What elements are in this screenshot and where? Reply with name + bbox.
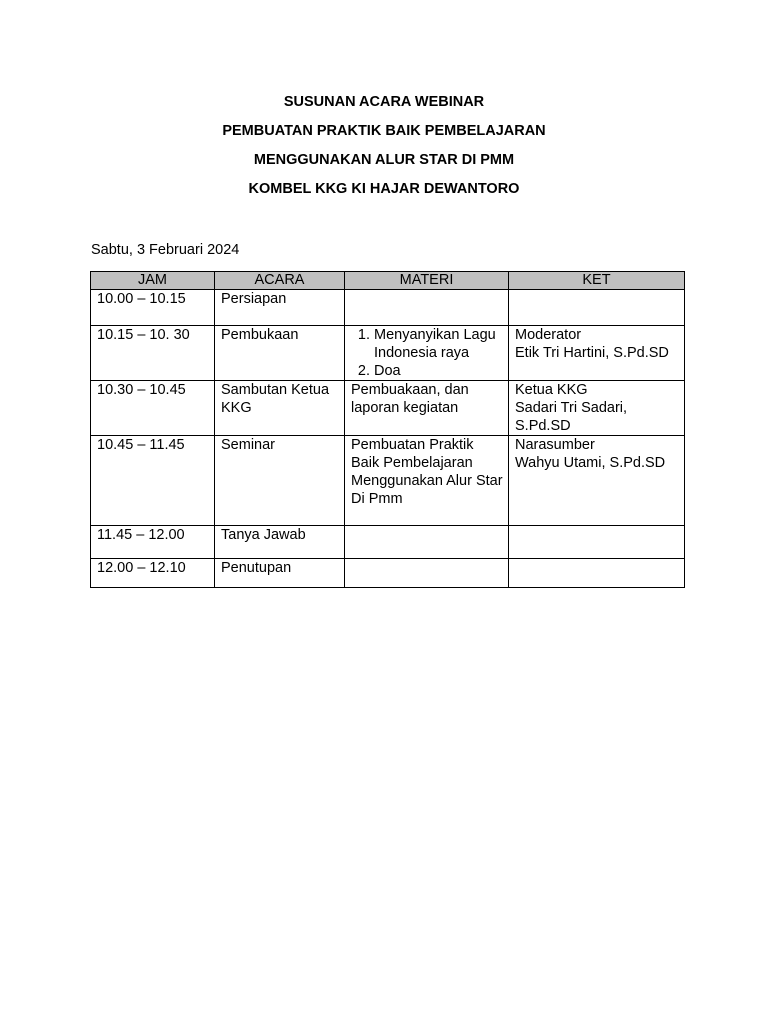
table-row: [91, 559, 685, 588]
cell-jam: 11.45 – 12.00: [91, 526, 215, 559]
title-line-3: MENGGUNAKAN ALUR STAR DI PMM: [253, 152, 515, 168]
cell-materi: Pembuakaan, dan laporan kegiatan: [345, 381, 509, 436]
cell-ket: [509, 290, 685, 326]
event-date: Sabtu, 3 Februari 2024: [91, 242, 240, 258]
cell-materi: [345, 326, 509, 381]
ket-role: Moderator: [515, 327, 582, 343]
ket-person: Etik Tri Hartini, S.Pd.SD: [515, 345, 669, 361]
cell-acara: Sambutan Ketua KKG: [215, 381, 345, 436]
cell-materi: [345, 526, 509, 559]
header-ket: KET: [509, 272, 685, 290]
cell-jam: 10.00 – 10.15: [91, 290, 215, 326]
header-acara: ACARA: [215, 272, 345, 290]
table-row: [91, 381, 685, 436]
ket-person: Sadari Tri Sadari, S.Pd.SD: [515, 400, 628, 434]
cell-materi: [345, 290, 509, 326]
table-header-row: [91, 272, 685, 290]
cell-jam: 10.15 – 10. 30: [91, 326, 215, 381]
cell-jam: 10.45 – 11.45: [91, 436, 215, 526]
table-row: [91, 526, 685, 559]
list-item: 1. Menyanyikan Lagu Indonesia raya: [374, 326, 504, 362]
cell-ket: [509, 559, 685, 588]
cell-ket: [509, 436, 685, 526]
schedule-table: [90, 271, 685, 588]
table-row: [91, 326, 685, 381]
table-row: [91, 436, 685, 526]
materi-list: [351, 326, 504, 380]
document-title: [0, 90, 768, 206]
cell-materi: Pembuatan Praktik Baik Pembelajaran Menggunakan Alur Star Di Pmm: [345, 436, 509, 526]
title-line-2: PEMBUATAN PRAKTIK BAIK PEMBELAJARAN: [222, 123, 546, 139]
ket-role: Ketua KKG: [515, 382, 588, 398]
table-row: [91, 290, 685, 326]
title-line-4: KOMBEL KKG KI HAJAR DEWANTORO: [248, 181, 520, 197]
cell-materi: [345, 559, 509, 588]
cell-acara: Pembukaan: [215, 326, 345, 381]
header-jam: JAM: [91, 272, 215, 290]
cell-ket: [509, 381, 685, 436]
cell-ket: [509, 526, 685, 559]
cell-jam: 12.00 – 12.10: [91, 559, 215, 588]
ket-role: Narasumber: [515, 437, 595, 453]
cell-ket: [509, 326, 685, 381]
title-line-1: SUSUNAN ACARA WEBINAR: [283, 94, 485, 110]
cell-acara: Seminar: [215, 436, 345, 526]
cell-acara: Persiapan: [215, 290, 345, 326]
list-item: 2. Doa: [374, 362, 504, 380]
cell-acara: Tanya Jawab: [215, 526, 345, 559]
cell-acara: Penutupan: [215, 559, 345, 588]
cell-jam: 10.30 – 10.45: [91, 381, 215, 436]
ket-person: Wahyu Utami, S.Pd.SD: [515, 455, 666, 471]
header-materi: MATERI: [345, 272, 509, 290]
